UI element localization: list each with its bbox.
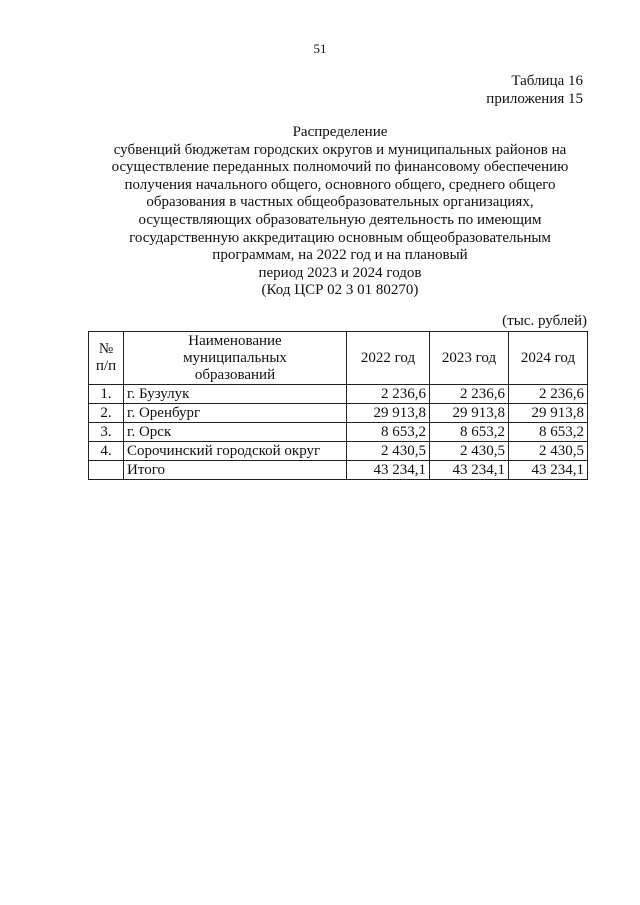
table-number: Таблица 16	[511, 73, 583, 89]
heading-line: государственную аккредитацию основным общеобразовательным	[129, 229, 551, 246]
total-2024: 43 234,1	[509, 461, 588, 480]
row-municipality: г. Оренбург	[124, 404, 347, 423]
row-2024: 29 913,8	[509, 404, 588, 423]
heading-line: образования в частных общеобразовательных организациях,	[146, 194, 534, 211]
row-2023: 2 430,5	[430, 442, 509, 461]
row-number: 2.	[89, 404, 124, 423]
row-2022: 2 430,5	[347, 442, 430, 461]
table-row	[89, 423, 588, 442]
header-2023: 2023 год	[430, 332, 509, 385]
row-2022: 2 236,6	[347, 385, 430, 404]
row-number: 4.	[89, 442, 124, 461]
header-2022: 2022 год	[347, 332, 430, 385]
table-row	[89, 442, 588, 461]
header-number: № п/п	[89, 332, 124, 385]
appendix-number: приложения 15	[486, 91, 583, 107]
heading-line: программам, на 2022 год и на плановый	[212, 247, 468, 264]
heading-line: период 2023 и 2024 годов	[258, 264, 422, 281]
distribution-table	[88, 331, 588, 480]
row-number: 3.	[89, 423, 124, 442]
units-label: (тыс. рублей)	[502, 313, 587, 329]
row-2024: 8 653,2	[509, 423, 588, 442]
total-row	[89, 461, 588, 480]
heading-line: субвенций бюджетам городских округов и муниципальных районов на	[113, 141, 567, 158]
heading-title: Распределение	[292, 124, 388, 140]
heading-line: осуществляющих образовательную деятельность по имеющим	[138, 211, 542, 228]
total-2022: 43 234,1	[347, 461, 430, 480]
row-2023: 2 236,6	[430, 385, 509, 404]
row-2022: 29 913,8	[347, 404, 430, 423]
page-number: 51	[313, 41, 327, 56]
heading-code: (Код ЦСР 02 3 01 80270)	[261, 282, 419, 299]
row-2024: 2 430,5	[509, 442, 588, 461]
table-reference	[486, 72, 583, 108]
total-label: Итого	[124, 461, 347, 480]
row-municipality: г. Орск	[124, 423, 347, 442]
heading-line: получения начального общего, основного общего, среднего общего	[124, 176, 556, 193]
header-2024: 2024 год	[509, 332, 588, 385]
table-header-row	[89, 332, 588, 385]
row-2022: 8 653,2	[347, 423, 430, 442]
total-2023: 43 234,1	[430, 461, 509, 480]
row-2023: 29 913,8	[430, 404, 509, 423]
total-spacer	[89, 461, 124, 480]
document-heading	[60, 124, 620, 300]
row-municipality: Сорочинский городской округ	[124, 442, 347, 461]
header-municipality: Наименование муниципальных образований	[124, 332, 347, 385]
row-number: 1.	[89, 385, 124, 404]
row-2023: 8 653,2	[430, 423, 509, 442]
heading-line: осуществление переданных полномочий по финансовому обеспечению	[111, 159, 569, 176]
row-municipality: г. Бузулук	[124, 385, 347, 404]
row-2024: 2 236,6	[509, 385, 588, 404]
table-row	[89, 404, 588, 423]
table-row	[89, 385, 588, 404]
